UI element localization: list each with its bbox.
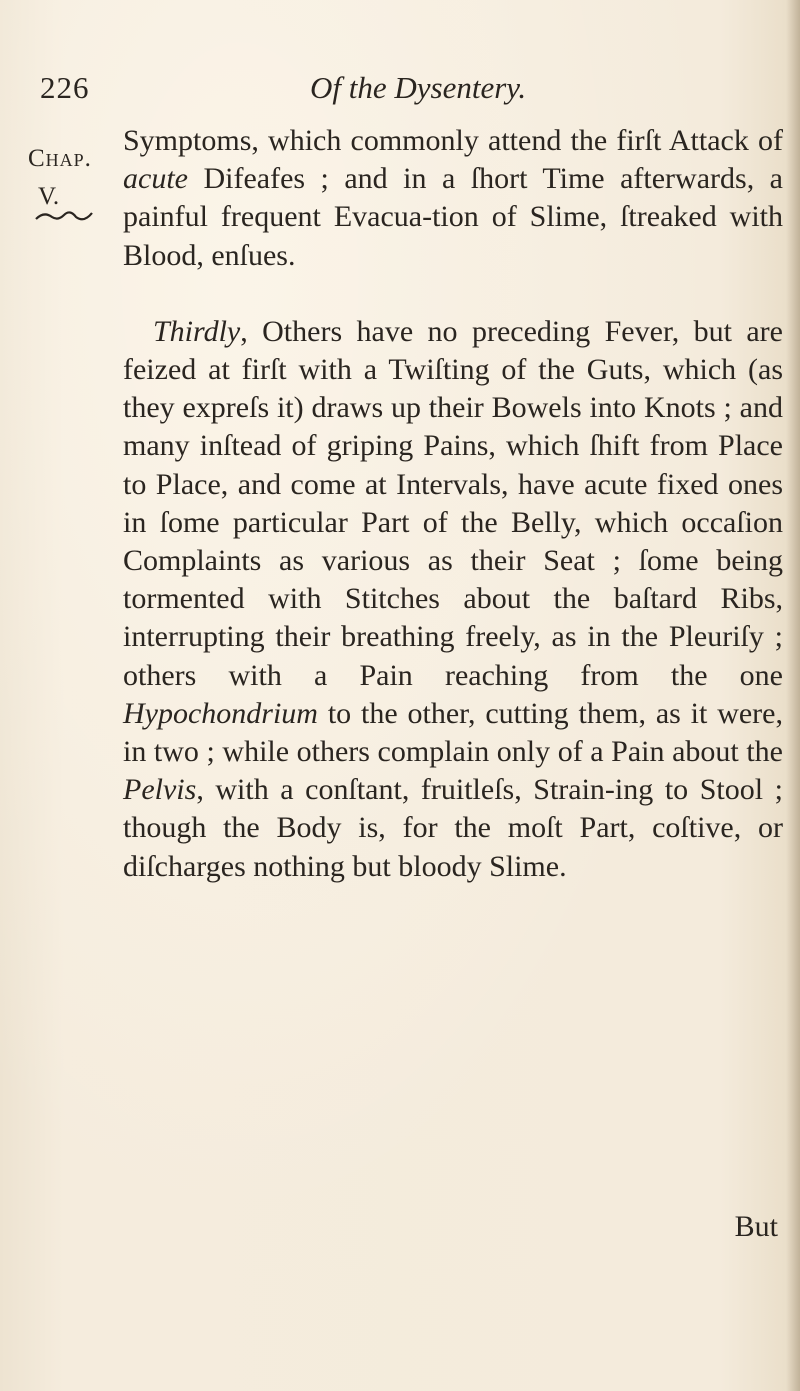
paragraph-2 (123, 313, 783, 886)
chapter-label: Chap. (28, 145, 92, 172)
paragraph-1-italic-acute: acute (123, 162, 188, 196)
paragraph-2-text-a: , Others have no preceding Fever, but are feized at firſt with a Twiſting of the Guts, which (as they expreſs it) draws up their Bowels into Knots ; and many inſtead of griping Pains, which ſhift from Place to Place, and come at Intervals, have acute fixed ones in ſome particular Part of the Belly, which occaſion Complaints as various as their Seat ; ſome being tormented with Stitches about the baſtard Ribs, interrupting their breathing freely, as in the Pleuriſy ; others with a Pain reaching from the one (123, 314, 783, 692)
paragraph-2-text-c: , with a conſtant, fruitleſs, Strain-ing to Stool ; though the Body is, for the moſt Part, coſtive, or diſcharges nothing but bloody Slime. (123, 773, 783, 883)
chapter-margin-note (28, 140, 118, 216)
body-text (123, 122, 783, 886)
chapter-number: V. (38, 183, 60, 210)
catchword: But (734, 1210, 778, 1243)
paragraph-2-text-b: to the other, cutting them, as it were, in two ; while others complain only of a Pain about the (123, 696, 783, 769)
running-head: Of the Dysentery. (310, 70, 527, 105)
paragraph-1 (123, 122, 783, 275)
ornament-mark-icon (34, 207, 94, 227)
paragraph-2-italic-hypochondrium: Hypochondrium (123, 696, 318, 730)
page-number: 226 (40, 70, 90, 105)
paragraph-2-italic-thirdly: Thirdly (153, 314, 241, 348)
page-header (40, 70, 760, 120)
paragraph-1-text-a: Symptoms, which commonly attend the firſt Attack of (123, 124, 783, 157)
paragraph-1-text-b: Difeafes ; and in a ſhort Time afterwards, a painful frequent Evacua-tion of Slime, ſtreaked with Blood, enſues. (123, 162, 783, 272)
paragraph-2-italic-pelvis: Pelvis (123, 773, 197, 807)
page-edge-shadow (786, 0, 800, 1391)
